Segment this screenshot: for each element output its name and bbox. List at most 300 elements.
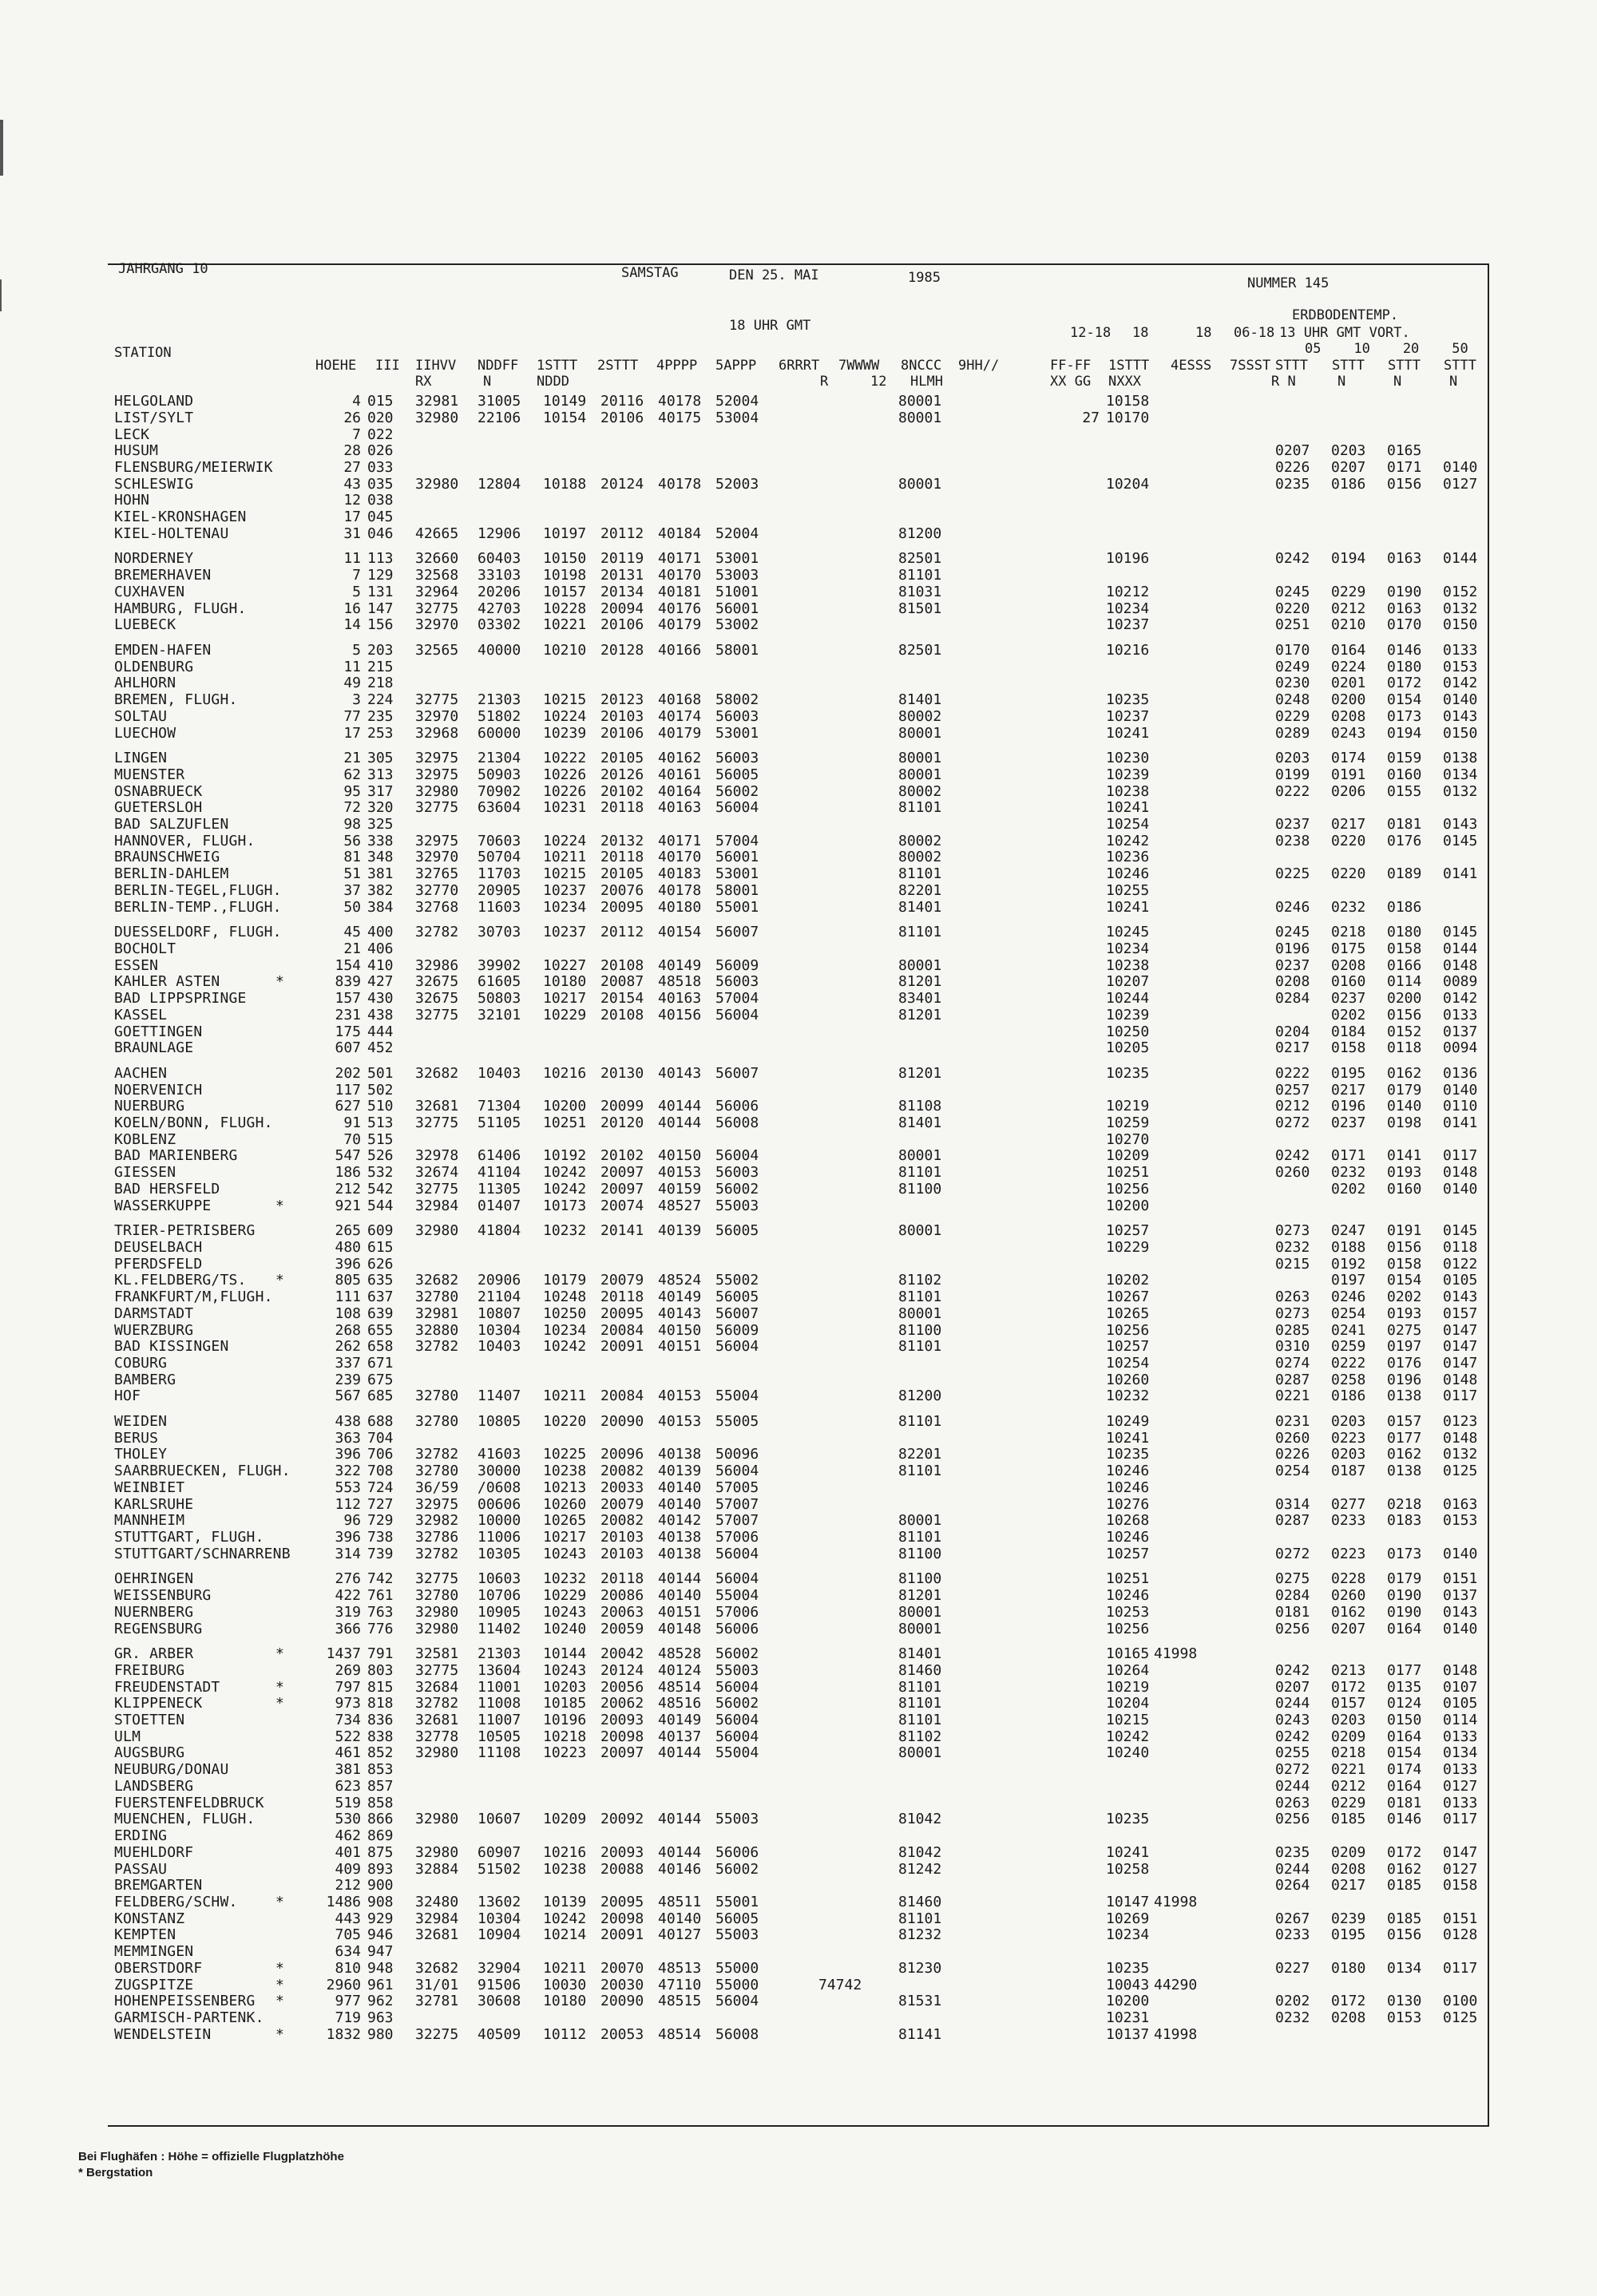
table-cell: 0242 [1275,1728,1310,1745]
station-name: PFERDSFELD [114,1255,203,1273]
table-cell: 01407 [478,1197,521,1214]
station-name: ULM [114,1728,141,1745]
table-cell: 10304 [478,1321,521,1339]
table-cell: 0138 [1443,750,1478,766]
table-cell: 81102 [898,1272,942,1289]
table-cell: 20042 [600,1645,644,1662]
table-cell: 80001 [898,1603,942,1621]
table-cell: 61605 [478,973,521,991]
table-cell: 212 [335,1180,361,1197]
table-cell: 30608 [478,1993,521,2010]
table-cell: 32682 [415,1064,459,1082]
station-name: BAD HERSFELD [114,1180,220,1197]
table-cell: 0185 [1387,1877,1422,1894]
table-cell: 10227 [543,956,587,974]
table-cell: 186 [335,1164,361,1182]
col-header: 1STTT [537,358,578,374]
station-name: DEUSELBACH [114,1238,203,1256]
table-cell: 0237 [1275,815,1310,833]
table-cell: 1832 [326,2025,361,2043]
table-cell: 10249 [1106,1412,1150,1430]
table-cell: 10238 [543,1463,587,1480]
table-cell: 37 [343,881,361,899]
table-cell: 635 [367,1272,394,1289]
table-cell: 40163 [658,799,702,817]
table-cell: 10242 [543,1180,587,1197]
table-cell: 32675 [415,990,459,1007]
table-cell: 0212 [1275,1098,1310,1115]
table-cell: 977 [335,1993,361,2010]
table-cell: 10215 [543,691,587,708]
table-cell: 0208 [1275,973,1310,991]
table-cell: 81102 [898,1728,942,1745]
table-cell: 443 [335,1910,361,1927]
table-cell: 20105 [600,750,644,766]
table-cell: 43 [343,475,361,493]
table-cell: 0153 [1387,2009,1422,2027]
table-row [0,866,1597,882]
table-cell: 384 [367,898,394,916]
table-cell: 80001 [898,1222,942,1240]
table-cell: 32904 [478,1959,521,1977]
table-cell: 10245 [1106,924,1150,941]
table-cell: 10264 [1106,1661,1150,1679]
table-cell: 10219 [1106,1678,1150,1696]
table-cell: 10246 [1106,1463,1150,1480]
table-cell: 10238 [543,1860,587,1878]
table-cell: 10276 [1106,1495,1150,1513]
table-cell: 10241 [1106,1429,1150,1447]
table-cell: 32782 [415,1446,459,1463]
table-cell: 0133 [1443,1794,1478,1811]
table-cell: 53001 [715,865,759,883]
table-cell: 10251 [1106,1570,1150,1588]
table-cell: 56004 [715,1006,759,1023]
table-cell: 32980 [415,409,459,426]
table-cell: 81101 [898,1164,942,1182]
table-cell: 10234 [543,898,587,916]
table-cell: 10112 [543,2025,587,2043]
table-cell: 409 [335,1860,361,1878]
table-cell: 40151 [658,1603,702,1621]
table-cell: 20905 [478,881,521,899]
table-cell: 10149 [543,393,587,410]
station-name: WUERZBURG [114,1321,194,1339]
table-cell: 32880 [415,1321,459,1339]
table-cell: 20056 [600,1678,644,1696]
station-name: OSNABRUECK [114,782,203,800]
table-row [0,427,1597,443]
table-cell: 0114 [1387,973,1422,991]
table-cell: 10241 [1106,898,1150,916]
table-cell: 0147 [1443,1338,1478,1356]
table-cell: 10226 [543,766,587,783]
table-cell: 48528 [658,1645,702,1662]
table-cell: 0254 [1331,1304,1366,1322]
station-name: FRANKFURT/M,FLUGH. [114,1289,273,1305]
table-cell: 20094 [600,600,644,617]
table-cell: 80001 [898,1620,942,1637]
table-cell: 20090 [600,1993,644,2010]
depth-header: 05 10 20 50 [1305,341,1468,357]
table-cell: 81460 [898,1661,942,1679]
table-cell: 0160 [1331,973,1366,991]
table-cell: 045 [367,509,394,526]
table-cell: 0175 [1331,940,1366,957]
table-cell: 0156 [1387,1926,1422,1944]
table-cell: 56004 [715,1147,759,1165]
table-cell: 81042 [898,1843,942,1861]
table-cell: 0217 [1331,815,1366,833]
table-cell: 40144 [658,1843,702,1861]
table-cell: 57006 [715,1529,759,1546]
table-cell: 033 [367,458,394,476]
table-cell: 542 [367,1180,394,1197]
issue-number: NUMMER 145 [1247,275,1330,291]
table-cell: 893 [367,1860,394,1878]
table-cell: 0177 [1387,1661,1422,1679]
table-cell: 704 [367,1429,394,1447]
table-cell: 32565 [415,641,459,659]
table-cell: 0243 [1331,724,1366,742]
table-row [0,1257,1597,1273]
table-cell: 32780 [415,1587,459,1604]
table-cell: 0144 [1443,550,1478,568]
table-cell: 908 [367,1894,394,1910]
table-cell: 32782 [415,1338,459,1356]
table-cell: 40138 [658,1529,702,1546]
table-cell: 80001 [898,1744,942,1762]
table-cell: 0203 [1331,1412,1366,1430]
table-cell: 57004 [715,990,759,1007]
table-cell: 20118 [600,1289,644,1305]
table-cell: 81230 [898,1959,942,1977]
table-cell: 81531 [898,1993,942,2010]
table-cell: 658 [367,1338,394,1356]
table-cell: 0198 [1387,1114,1422,1131]
table-cell: 0123 [1443,1412,1478,1430]
table-cell: 0207 [1331,458,1366,476]
table-cell: 406 [367,940,394,957]
table-cell: 20084 [600,1321,644,1339]
table-cell: 40140 [658,1479,702,1496]
table-cell: 0185 [1387,1910,1422,1927]
table-cell: 0203 [1275,750,1310,766]
table-cell: 0154 [1387,691,1422,708]
table-cell: 961 [367,1976,394,1993]
table-cell: 81042 [898,1811,942,1828]
table-cell: 20112 [600,525,644,542]
table-cell: 30703 [478,924,521,941]
table-cell: 0155 [1387,782,1422,800]
table-cell: 17 [343,724,361,742]
table-cell: 20097 [600,1164,644,1182]
table-cell: 0173 [1387,707,1422,725]
station-name: AUGSBURG [114,1744,185,1762]
table-cell: 20090 [600,1412,644,1430]
table-cell: 112 [335,1495,361,1513]
table-cell: 0172 [1387,675,1422,692]
table-cell: 0140 [1443,458,1478,476]
table-cell: 615 [367,1238,394,1256]
table-cell: 20102 [600,1147,644,1165]
table-cell: 22106 [478,409,521,426]
table-cell: 57007 [715,1512,759,1530]
table-cell: 10211 [543,1959,587,1977]
table-cell: 0136 [1443,1064,1478,1082]
table-cell: 31005 [478,393,521,410]
table-cell: 0200 [1387,990,1422,1007]
table-cell: 20131 [600,567,644,584]
table-cell: 03302 [478,616,521,634]
table-cell: 10219 [1106,1098,1150,1115]
table-cell: 81101 [898,1412,942,1430]
station-name: BERLIN-TEMP.,FLUGH. [114,898,282,916]
station-name: MUENCHEN, FLUGH. [114,1811,256,1828]
table-cell: 32975 [415,1495,459,1513]
table-row [0,1223,1597,1239]
table-cell: 0222 [1275,782,1310,800]
table-cell: 40150 [658,1147,702,1165]
table-cell: 0158 [1331,1039,1366,1057]
table-cell: 83401 [898,990,942,1007]
table-row [0,1132,1597,1148]
table-cell: 117 [335,1081,361,1099]
table-row [0,1795,1597,1811]
table-row [0,1198,1597,1214]
table-cell: 40170 [658,567,702,584]
table-cell: 0259 [1331,1338,1366,1356]
col-header: HOEHE [315,358,357,374]
table-cell: 40178 [658,393,702,410]
table-cell: 10242 [543,1910,587,1927]
station-name: LECK [114,426,150,443]
table-cell: 10241 [1106,799,1150,817]
table-cell: 32780 [415,1387,459,1405]
table-cell: 0254 [1275,1463,1310,1480]
table-cell: 0246 [1275,898,1310,916]
table-cell: 32681 [415,1711,459,1728]
table-cell: 0150 [1443,724,1478,742]
table-cell: 10265 [543,1512,587,1530]
table-cell: 0223 [1331,1429,1366,1447]
table-cell: 51105 [478,1114,521,1131]
table-cell: 337 [335,1355,361,1372]
table-cell: 40170 [658,849,702,866]
table-cell: 91 [343,1114,361,1131]
table-row [0,460,1597,476]
station-name: KLIPPENECK [114,1695,203,1712]
table-cell: 0273 [1275,1222,1310,1240]
table-row [0,1463,1597,1479]
table-cell: 32780 [415,1289,459,1305]
table-cell: 32980 [415,1744,459,1762]
table-cell: 81201 [898,1006,942,1023]
table-cell: 430 [367,990,394,1007]
table-cell: 0256 [1275,1620,1310,1637]
col-header: IIHVV [415,358,457,374]
table-cell: 55004 [715,1387,759,1405]
table-cell: 157 [335,990,361,1007]
table-cell: 40137 [658,1728,702,1745]
table-row [0,817,1597,833]
table-cell: 10196 [543,1711,587,1728]
table-cell: 0208 [1331,1860,1366,1878]
station-name: HAMBURG, FLUGH. [114,600,247,617]
table-cell: 58001 [715,641,759,659]
table-cell: 51001 [715,583,759,600]
table-cell: 742 [367,1570,394,1588]
table-cell: 836 [367,1711,394,1728]
table-cell: 0200 [1331,691,1366,708]
table-cell: 81101 [898,1529,942,1546]
table-cell: 10250 [543,1304,587,1322]
table-cell: 17 [343,509,361,526]
table-cell: 11001 [478,1678,521,1696]
table-cell: 0275 [1387,1321,1422,1339]
table-cell: 10231 [543,799,587,817]
table-cell: 57004 [715,832,759,849]
table-cell: 55002 [715,1272,759,1289]
table-cell: 20105 [600,865,644,883]
table-cell: 202 [335,1064,361,1082]
table-cell: 10221 [543,616,587,634]
table-cell: 0284 [1275,990,1310,1007]
table-cell: 0248 [1275,691,1310,708]
table-cell: 40171 [658,550,702,568]
station-name: KASSEL [114,1006,168,1023]
table-cell: 510 [367,1098,394,1115]
period-06-18: 06-18 [1234,325,1275,341]
table-cell: 0141 [1443,865,1478,883]
table-cell: 0203 [1331,442,1366,460]
table-row [0,2027,1597,2043]
table-cell: 20130 [600,1064,644,1082]
table-cell: 0117 [1443,1147,1478,1165]
table-cell: 0105 [1443,1695,1478,1712]
table-cell: 32770 [415,881,459,899]
table-cell: 0152 [1443,583,1478,600]
table-row [0,1289,1597,1305]
table-cell: 0272 [1275,1114,1310,1131]
table-cell: 81401 [898,1114,942,1131]
table-cell: 56002 [715,1180,759,1197]
table-cell: 0189 [1387,865,1422,883]
col-header: NDDFF [478,358,519,374]
table-cell: 212 [335,1877,361,1894]
table-cell: 10235 [1106,1064,1150,1082]
table-cell: 81100 [898,1545,942,1562]
table-cell: 0244 [1275,1777,1310,1795]
table-cell: 56002 [715,782,759,800]
table-cell: 56004 [715,1678,759,1696]
table-cell: 0138 [1387,1387,1422,1405]
jahrgang-label: JAHRGANG 10 [118,261,208,277]
table-cell: 40143 [658,1064,702,1082]
table-cell: 20098 [600,1728,644,1745]
table-cell: 0164 [1331,641,1366,659]
table-cell: 0208 [1331,2009,1366,2027]
date-label: DEN 25. MAI [729,267,819,283]
table-cell: 626 [367,1255,394,1273]
table-cell: 0150 [1443,616,1478,634]
table-cell: 10257 [1106,1545,1150,1562]
table-cell: 513 [367,1114,394,1131]
table-cell: 31/01 [415,1976,459,1993]
table-cell: 948 [367,1959,394,1977]
station-name: REGENSBURG [114,1620,203,1637]
table-cell: 55003 [715,1926,759,1944]
table-cell: 20097 [600,1744,644,1762]
table-cell: 10253 [1106,1603,1150,1621]
table-cell: 0152 [1387,1023,1422,1040]
table-cell: 81101 [898,567,942,584]
col-header: 7SSST [1230,358,1271,374]
table-cell: 20119 [600,550,644,568]
table-cell: 10239 [1106,1006,1150,1023]
col-subheader: N [483,374,492,390]
table-cell: 81 [343,849,361,866]
table-cell: 32101 [478,1006,521,1023]
table-cell: 56004 [715,1545,759,1562]
table-cell: 32980 [415,1603,459,1621]
table-cell: 0171 [1387,458,1422,476]
table-cell: 0163 [1387,600,1422,617]
table-cell: 55003 [715,1811,759,1828]
table-cell: 0202 [1275,1993,1310,2010]
station-name: KOBLENZ [114,1130,176,1148]
table-cell: 20108 [600,1006,644,1023]
table-cell: 61406 [478,1147,521,1165]
table-cell: 11 [343,658,361,675]
station-name: KIEL-HOLTENAU [114,525,229,542]
table-cell: 0159 [1387,750,1422,766]
group-header-18-uhr: 18 UHR GMT [729,318,811,334]
table-cell: 0172 [1331,1993,1366,2010]
table-cell: 0143 [1443,1603,1478,1621]
table-cell: 32780 [415,1412,459,1430]
table-cell: 929 [367,1910,394,1927]
table-cell: 322 [335,1463,361,1480]
table-cell: 57006 [715,1603,759,1621]
table-cell: 12804 [478,475,521,493]
table-cell: 0146 [1387,1811,1422,1828]
table-cell: 381 [367,865,394,883]
table-cell: 56001 [715,849,759,866]
table-cell: 0180 [1331,1959,1366,1977]
table-cell: 10237 [1106,616,1150,634]
table-cell: 10235 [1106,1959,1150,1977]
table-cell: 80001 [898,1512,942,1530]
table-cell: 0191 [1387,1222,1422,1240]
table-cell: 10180 [543,1993,587,2010]
table-cell: 10242 [543,1164,587,1182]
table-cell: 82501 [898,550,942,568]
table-cell: 80001 [898,1147,942,1165]
station-name: BAD SALZUFLEN [114,815,229,833]
table-cell: 0251 [1275,616,1310,634]
table-cell: 40154 [658,924,702,941]
table-cell: 32681 [415,1926,459,1944]
table-cell: 41998 [1154,1894,1198,1910]
table-cell: 0232 [1275,2009,1310,2027]
table-cell: 0186 [1387,898,1422,916]
table-cell: 839 [335,973,361,991]
table-cell: 40159 [658,1180,702,1197]
table-cell: 900 [367,1877,394,1894]
table-cell: 218 [367,675,394,692]
table-cell: 10246 [1106,1479,1150,1496]
